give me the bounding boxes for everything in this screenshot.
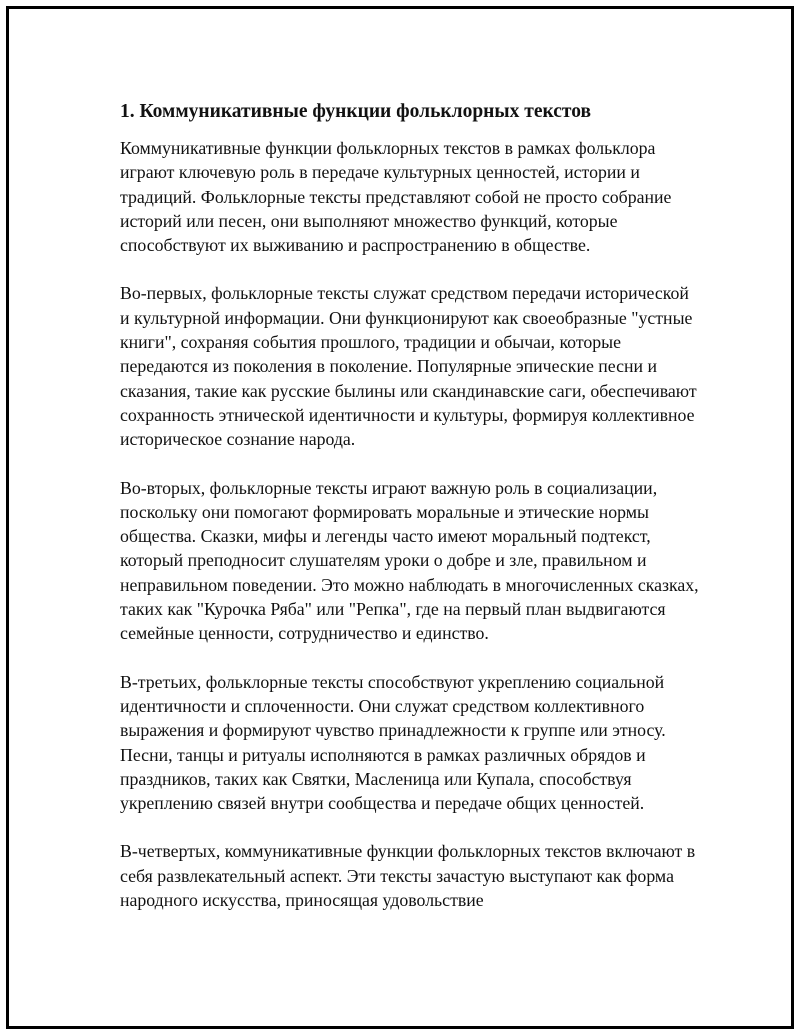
section-heading: 1. Коммуникативные функции фольклорных текстов bbox=[120, 101, 592, 122]
document-body bbox=[120, 97, 700, 936]
paragraph: Во-первых, фольклорные тексты служат средством передачи исторической и культурной информации. Они функционируют как своеобразные "устные книги", сохраняя события прошлого, традиции и обычаи, которые передаются из поколения в поколение. Популярные эпические песни и сказания, такие как русские былины или скандинавские саги, обеспечивают сохранность этнической идентичности и культуры, формируя коллективное историческое сознание народа. bbox=[120, 283, 697, 450]
document-page bbox=[6, 6, 794, 1029]
paragraph: В-третьих, фольклорные тексты способствуют укреплению социальной идентичности и сплоченности. Они служат средством коллективного выражения и формируют чувство принадлежности к группе или этносу. Песни, танцы и ритуалы исполняются в рамках различных обрядов и праздников, таких как Святки, Масленица или Купала, способствуя укреплению связей внутри сообщества и передаче общих ценностей. bbox=[120, 671, 666, 814]
paragraph: Во-вторых, фольклорные тексты играют важную роль в социализации, поскольку они помогают формировать моральные и этические нормы общества. Сказки, мифы и легенды часто имеют моральный подтекст, который преподносит слушателям уроки о добре и зле, правильном и неправильном поведении. Это можно наблюдать в многочисленных сказках, таких как "Курочка Ряба" или "Репка", где на первый план выдвигаются семейные ценности, сотрудничество и единство. bbox=[120, 477, 699, 644]
paragraph: В-четвертых, коммуникативные функции фольклорных текстов включают в себя развлекательный аспект. Эти тексты зачастую выступают как форма народного искусства, приносящая удовольствие bbox=[120, 841, 696, 911]
paragraph: Коммуникативные функции фольклорных текстов в рамках фольклора играют ключевую роль в передаче культурных ценностей, истории и традиций. Фольклорные тексты представляют собой не просто собрание историй или песен, они выполняют множество функций, которые способствуют их выживанию и распространению в обществе. bbox=[120, 138, 672, 256]
